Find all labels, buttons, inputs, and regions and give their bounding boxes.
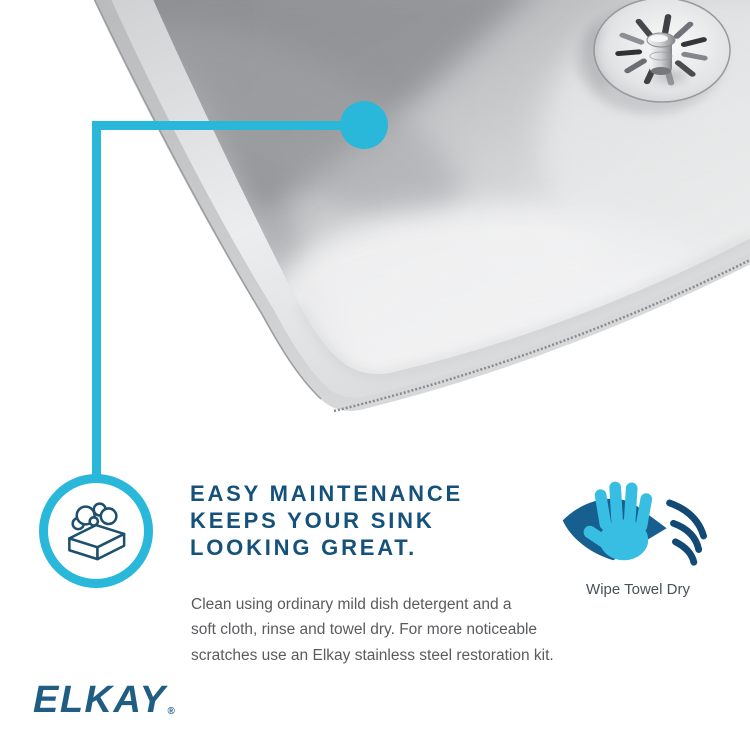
headline-line-3: LOOKING GREAT.: [190, 535, 418, 560]
wipe-towel-block: [553, 462, 723, 599]
callout-line-horizontal: [92, 121, 364, 130]
callout-dot: [340, 101, 388, 149]
headline-line-2: KEEPS YOUR SINK: [190, 508, 435, 533]
wipe-towel-hand-icon: [553, 462, 723, 574]
body-line-3: scratches use an Elkay stainless steel restoration kit.: [191, 646, 554, 664]
headline-line-1: EASY MAINTENANCE: [190, 481, 463, 506]
callout-line-vertical: [92, 121, 101, 477]
headline: [190, 480, 463, 561]
wipe-towel-label: Wipe Towel Dry: [586, 581, 690, 598]
motion-lines-icon: [670, 503, 704, 562]
registered-mark: ®: [167, 706, 177, 717]
elkay-logo: [33, 681, 175, 729]
body-line-2: soft cloth, rinse and towel dry. For more noticeable: [191, 621, 538, 639]
body-line-1: Clean using ordinary mild dish detergent and a: [191, 596, 512, 613]
maintenance-badge: [39, 474, 153, 588]
soap-bar-icon: [59, 494, 133, 568]
logo-text: ELKAY: [33, 679, 167, 721]
body-copy: [191, 592, 554, 668]
